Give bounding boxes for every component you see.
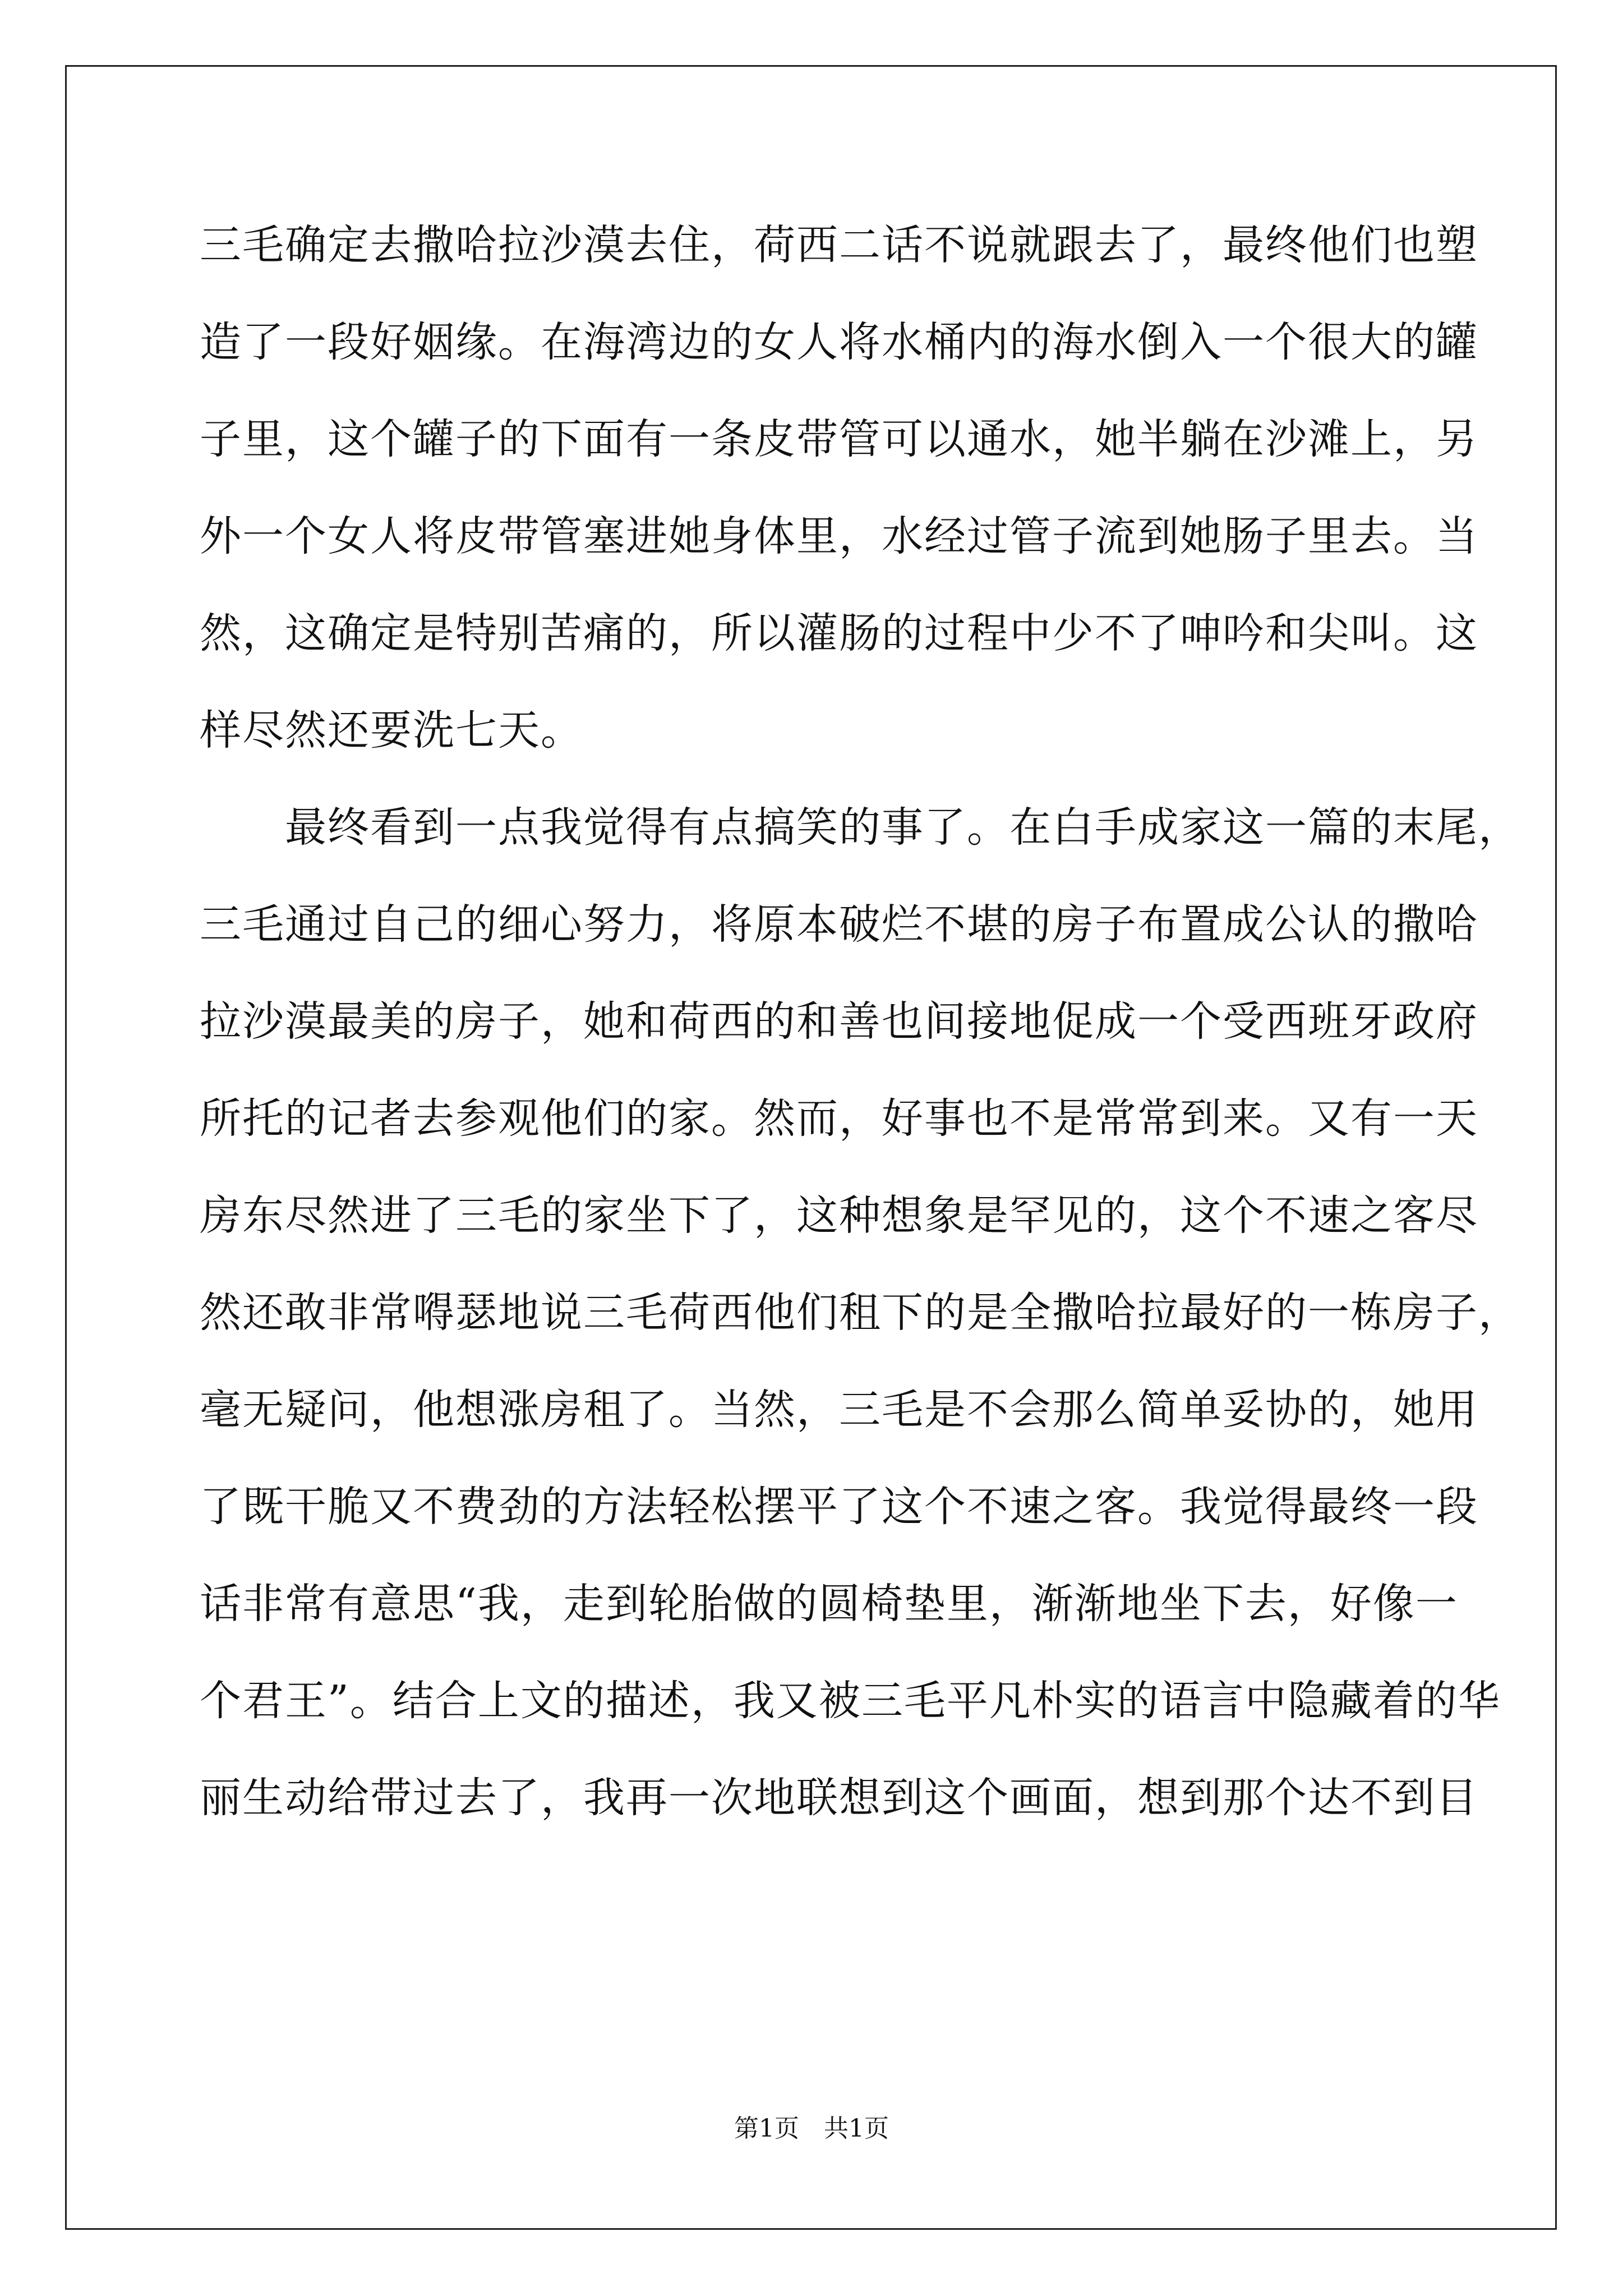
text-line: 房东尽然进了三毛的家坐下了，这种想象是罕见的，这个不速之客尽: [200, 1191, 1478, 1240]
text-line: 丽生动给带过去了，我再一次地联想到这个画面，想到那个达不到目: [200, 1774, 1478, 1822]
text-line: 子里，这个罐子的下面有一条皮带管可以通水，她半躺在沙滩上，另: [200, 415, 1478, 463]
text-line: 个君王”。结合上文的描述，我又被三毛平凡朴实的语言中隐藏着的华: [200, 1677, 1501, 1725]
text-line: 外一个女人将皮带管塞进她身体里，水经过管子流到她肠子里去。当: [200, 512, 1478, 560]
text-line: 样尽然还要洗七天。: [200, 706, 583, 754]
text-line: 三毛通过自己的细心努力，将原本破烂不堪的房子布置成公认的撒哈: [200, 900, 1478, 949]
page-footer: [0, 2112, 1623, 2146]
body-text: [200, 214, 1521, 1864]
text-line: 所托的记者去参观他们的家。然而，好事也不是常常到来。又有一天: [200, 1094, 1478, 1143]
text-line: 三毛确定去撒哈拉沙漠去住，荷西二话不说就跟去了，最终他们也塑: [200, 221, 1478, 269]
text-line: 了既干脆又不费劲的方法轻松摆平了这个不速之客。我觉得最终一段: [200, 1483, 1478, 1531]
text-line: 然还敢非常嘚瑟地说三毛荷西他们租下的是全撒哈拉最好的一栋房子，: [200, 1289, 1521, 1337]
page-number: 第1页 共1页: [734, 2114, 889, 2143]
text-line: 最终看到一点我觉得有点搞笑的事了。在白手成家这一篇的末尾，: [200, 803, 1521, 852]
text-line: 拉沙漠最美的房子，她和荷西的和善也间接地促成一个受西班牙政府: [200, 997, 1478, 1046]
text-line: 然，这确定是特别苦痛的，所以灌肠的过程中少不了呻吟和尖叫。这: [200, 609, 1478, 657]
text-line: 造了一段好姻缘。在海湾边的女人将水桶内的海水倒入一个很大的罐: [200, 318, 1478, 366]
text-line: 毫无疑问，他想涨房租了。当然，三毛是不会那么简单妥协的，她用: [200, 1386, 1478, 1434]
text-line: 话非常有意思“我，走到轮胎做的圆椅垫里，渐渐地坐下去，好像一: [200, 1580, 1458, 1628]
